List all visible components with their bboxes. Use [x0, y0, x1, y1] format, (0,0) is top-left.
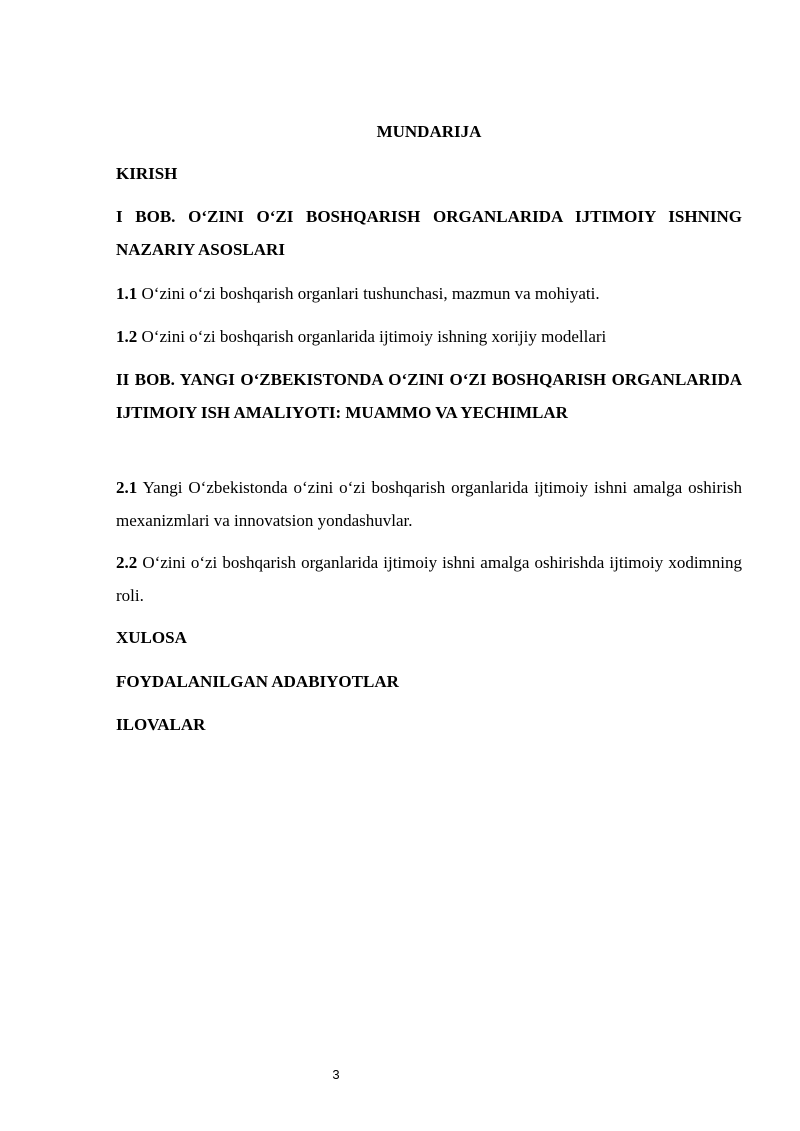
section-number: 2.1 — [116, 478, 138, 497]
toc-entry-chapter1: I BOB. O‘ZINI O‘ZI BOSHQARISH ORGANLARIDA IJTIMOIY ISHNING NAZARIY ASOSLARI — [116, 207, 742, 259]
page-number: 3 — [332, 1067, 340, 1082]
toc-entry-introduction: KIRISH — [116, 164, 178, 183]
section-number: 2.2 — [116, 553, 138, 572]
section-title: O‘zini o‘zi boshqarish organlari tushunchasi, mazmun va mohiyati. — [141, 284, 600, 303]
toc-entry-section-2-1 — [116, 471, 742, 537]
section-number: 1.1 — [116, 284, 138, 303]
section-number: 1.2 — [116, 327, 138, 346]
toc-entry-references: FOYDALANILGAN ADABIYOTLAR — [116, 672, 399, 691]
toc-entry-section-1-2 — [116, 320, 742, 353]
toc-entry-appendices: ILOVALAR — [116, 715, 206, 734]
section-title: Yangi O‘zbekistonda o‘zini o‘zi boshqarish organlarida ijtimoiy ishni amalga oshirish mexanizmlari va innovatsion yondashuvlar. — [116, 478, 742, 530]
page-title: MUNDARIJA — [376, 122, 482, 141]
toc-entry-conclusion: XULOSA — [116, 628, 187, 647]
toc-entry-chapter2: II BOB. YANGI O‘ZBEKISTONDA O‘ZINI O‘ZI BOSHQARISH ORGANLARIDA IJTIMOIY ISH AMALIYOTI: MUAMMO VA YECHIMLAR — [116, 370, 742, 422]
section-title: O‘zini o‘zi boshqarish organlarida ijtimoiy ishning xorijiy modellari — [141, 327, 607, 346]
section-title: O‘zini o‘zi boshqarish organlarida ijtimoiy ishni amalga oshirishda ijtimoiy xodimning roli. — [116, 553, 742, 605]
toc-entry-section-2-2 — [116, 546, 742, 612]
toc-entry-section-1-1 — [116, 277, 742, 310]
